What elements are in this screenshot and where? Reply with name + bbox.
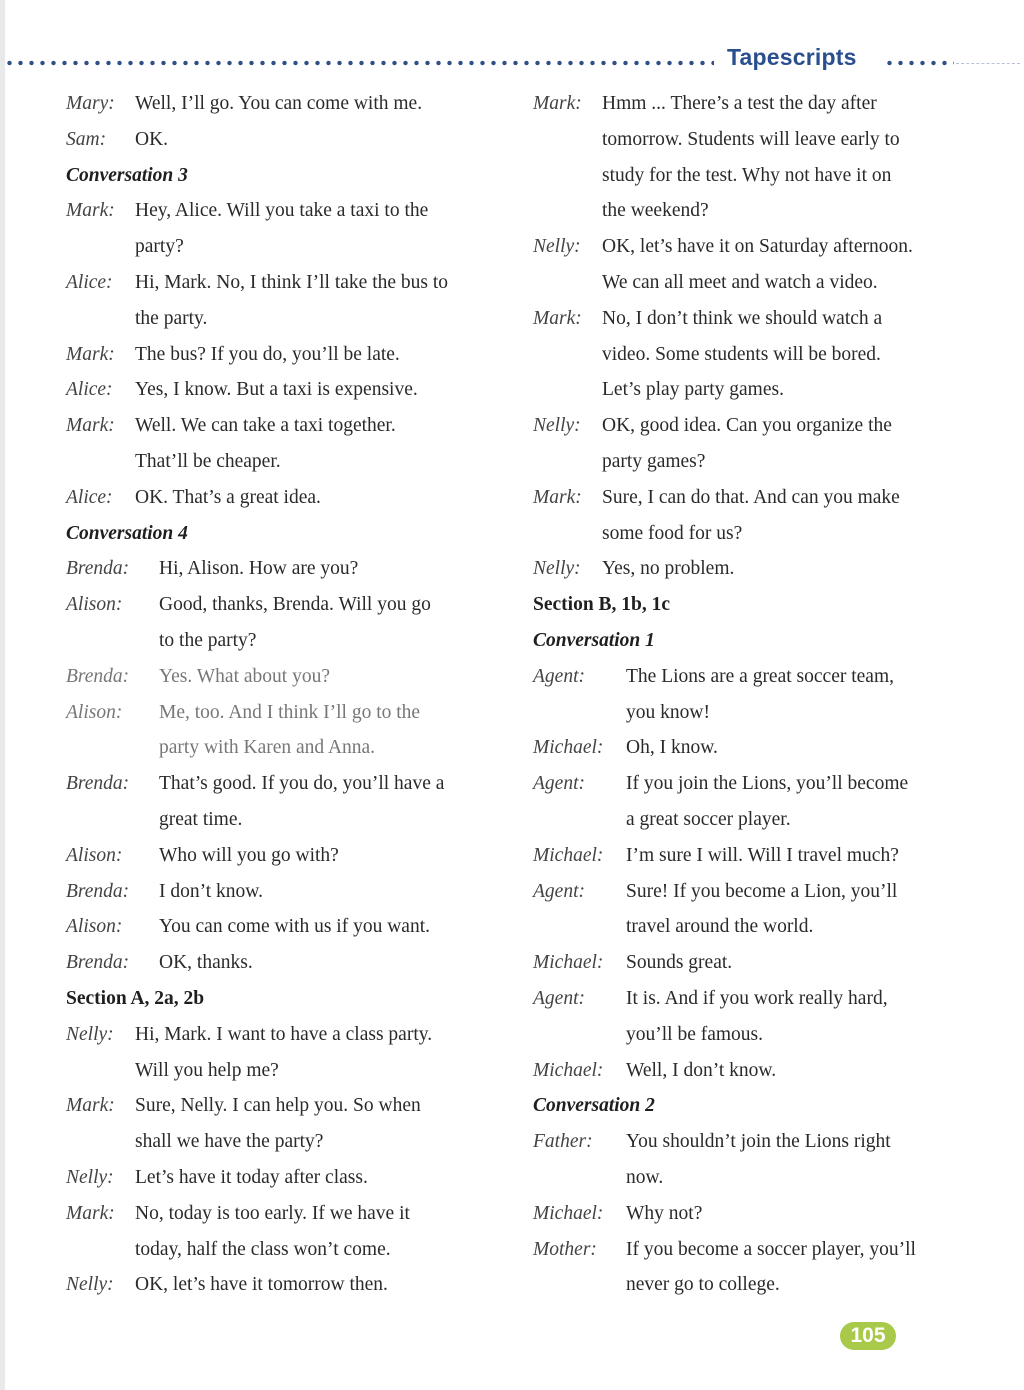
dialogue-line xyxy=(66,695,506,731)
speaker-name: Mark: xyxy=(533,486,582,508)
speaker-name: Mary: xyxy=(66,93,115,114)
dialogue-line xyxy=(66,1053,506,1089)
speaker-name: Alison: xyxy=(66,916,123,938)
dialogue-text: the weekend? xyxy=(602,200,709,222)
speaker-name: Alison: xyxy=(66,701,123,723)
dialogue-line xyxy=(533,551,973,587)
dialogue-text: the party. xyxy=(135,307,208,329)
section-heading: Section B, 1b, 1c xyxy=(533,594,671,616)
header-dots-left xyxy=(4,58,714,68)
dialogue-text: OK, let’s have it on Saturday afternoon. xyxy=(602,236,913,258)
header-dash-tail xyxy=(956,63,1020,64)
speaker-name: Alison: xyxy=(66,844,123,866)
section-heading: Conversation 2 xyxy=(533,1095,655,1117)
dialogue-text: party games? xyxy=(602,450,706,472)
dialogue-line xyxy=(533,1196,973,1232)
dialogue-text: Sure, I can do that. And can you make xyxy=(602,486,900,508)
section-heading: Conversation 1 xyxy=(533,629,655,651)
dialogue-text: Will you help me? xyxy=(135,1059,279,1081)
speaker-name: Brenda: xyxy=(66,952,130,974)
dialogue-line xyxy=(533,981,973,1017)
dialogue-text: OK, good idea. Can you organize the xyxy=(602,415,892,437)
dialogue-line xyxy=(533,1267,973,1303)
speaker-name: Mark: xyxy=(66,1202,115,1224)
speaker-name: Agent: xyxy=(533,880,585,902)
dialogue-line xyxy=(66,193,506,229)
section-heading-line xyxy=(66,981,506,1017)
dialogue-line xyxy=(533,1232,973,1268)
dialogue-text: Hi, Alison. How are you? xyxy=(159,558,359,580)
dialogue-text: If you become a soccer player, you’ll xyxy=(626,1238,916,1260)
dialogue-text: travel around the world. xyxy=(626,916,814,938)
dialogue-text: You shouldn’t join the Lions right xyxy=(626,1131,891,1153)
dialogue-text: The bus? If you do, you’ll be late. xyxy=(135,343,400,365)
speaker-name: Michael: xyxy=(533,952,604,974)
dialogue-text: Well. We can take a taxi together. xyxy=(135,415,396,437)
dialogue-line xyxy=(66,372,506,408)
dialogue-text: Sure! If you become a Lion, you’ll xyxy=(626,880,898,902)
dialogue-text: Hmm ... There’s a test the day after xyxy=(602,93,877,114)
dialogue-text: party? xyxy=(135,236,184,258)
dialogue-text: Me, too. And I think I’ll go to the xyxy=(159,701,421,723)
speaker-name: Brenda: xyxy=(66,880,130,902)
dialogue-text: Who will you go with? xyxy=(159,844,339,866)
section-heading-line xyxy=(66,158,506,194)
right-column xyxy=(533,86,973,1303)
dialogue-line xyxy=(533,444,973,480)
dialogue-text: Let’s play party games. xyxy=(602,379,784,401)
dialogue-line xyxy=(66,301,506,337)
dialogue-text: Why not? xyxy=(626,1202,703,1224)
dialogue-line xyxy=(66,408,506,444)
dialogue-line xyxy=(66,480,506,516)
speaker-name: Michael: xyxy=(533,1202,604,1224)
dialogue-text: some food for us? xyxy=(602,522,743,544)
dialogue-text: OK. xyxy=(135,128,169,150)
dialogue-text: tomorrow. Students will leave early to xyxy=(602,128,900,150)
dialogue-text: That’s good. If you do, you’ll have a xyxy=(159,773,445,795)
dialogue-text: study for the test. Why not have it on xyxy=(602,164,892,186)
dialogue-line xyxy=(66,874,506,910)
dialogue-text: video. Some students will be bored. xyxy=(602,343,881,365)
section-heading-line xyxy=(533,1088,973,1124)
speaker-name: Brenda: xyxy=(66,773,130,795)
speaker-name: Brenda: xyxy=(66,665,130,687)
dialogue-text: We can all meet and watch a video. xyxy=(602,271,878,293)
page-number-badge: 105 xyxy=(840,1322,896,1350)
dialogue-line xyxy=(66,444,506,480)
dialogue-text: never go to college. xyxy=(626,1274,780,1296)
left-column xyxy=(66,86,506,1303)
speaker-name: Michael: xyxy=(533,844,604,866)
speaker-name: Mark: xyxy=(66,415,115,437)
dialogue-line xyxy=(533,1124,973,1160)
dialogue-line xyxy=(66,86,506,122)
dialogue-text: No, I don’t think we should watch a xyxy=(602,307,883,329)
dialogue-line xyxy=(66,1160,506,1196)
dialogue-line xyxy=(66,1124,506,1160)
dialogue-line xyxy=(66,766,506,802)
dialogue-text: Good, thanks, Brenda. Will you go xyxy=(159,594,431,616)
speaker-name: Agent: xyxy=(533,773,585,795)
dialogue-line xyxy=(533,301,973,337)
dialogue-text: OK, thanks. xyxy=(159,952,253,974)
speaker-name: Mother: xyxy=(533,1238,597,1260)
header-dots-right xyxy=(884,58,954,68)
dialogue-line xyxy=(533,122,973,158)
dialogue-text: a great soccer player. xyxy=(626,808,791,830)
speaker-name: Alice: xyxy=(66,486,113,508)
dialogue-line xyxy=(66,802,506,838)
speaker-name: Michael: xyxy=(533,737,604,759)
dialogue-line xyxy=(533,766,973,802)
dialogue-line xyxy=(66,1267,506,1303)
speaker-name: Nelly: xyxy=(66,1023,114,1045)
dialogue-text: The Lions are a great soccer team, xyxy=(626,665,894,687)
dialogue-text: now. xyxy=(626,1166,664,1188)
dialogue-line xyxy=(533,516,973,552)
dialogue-text: shall we have the party? xyxy=(135,1131,324,1153)
speaker-name: Nelly: xyxy=(533,236,581,258)
dialogue-line xyxy=(66,229,506,265)
speaker-name: Alice: xyxy=(66,379,113,401)
speaker-name: Mark: xyxy=(66,343,115,365)
section-heading: Conversation 4 xyxy=(66,522,188,544)
dialogue-line xyxy=(66,659,506,695)
dialogue-text: Yes, no problem. xyxy=(602,558,735,580)
dialogue-line xyxy=(533,1160,973,1196)
dialogue-line xyxy=(533,1017,973,1053)
dialogue-line xyxy=(533,480,973,516)
dialogue-line xyxy=(533,695,973,731)
dialogue-line xyxy=(533,838,973,874)
dialogue-text: That’ll be cheaper. xyxy=(135,450,281,472)
dialogue-line xyxy=(533,193,973,229)
section-heading-line xyxy=(533,623,973,659)
dialogue-text: Well, I’ll go. You can come with me. xyxy=(135,93,423,114)
speaker-name: Mark: xyxy=(533,307,582,329)
dialogue-line xyxy=(533,372,973,408)
speaker-name: Agent: xyxy=(533,987,585,1009)
dialogue-line xyxy=(533,337,973,373)
dialogue-line xyxy=(533,945,973,981)
dialogue-line xyxy=(533,86,973,122)
dialogue-text: Oh, I know. xyxy=(626,737,718,759)
dialogue-text: Hey, Alice. Will you take a taxi to the xyxy=(135,200,429,222)
speaker-name: Mark: xyxy=(66,1095,115,1117)
dialogue-text: OK, let’s have it tomorrow then. xyxy=(135,1274,388,1296)
speaker-name: Sam: xyxy=(66,128,107,150)
dialogue-text: Yes. What about you? xyxy=(159,665,330,687)
dialogue-text: You can come with us if you want. xyxy=(159,916,430,938)
section-heading: Section A, 2a, 2b xyxy=(66,987,205,1009)
dialogue-text: I don’t know. xyxy=(159,880,263,902)
dialogue-line xyxy=(66,1232,506,1268)
speaker-name: Mark: xyxy=(533,93,582,114)
dialogue-line xyxy=(66,122,506,158)
dialogue-line xyxy=(533,408,973,444)
dialogue-text: Hi, Mark. No, I think I’ll take the bus to xyxy=(135,271,449,293)
dialogue-line xyxy=(66,838,506,874)
dialogue-line xyxy=(66,730,506,766)
dialogue-text: Sure, Nelly. I can help you. So when xyxy=(135,1095,421,1117)
speaker-name: Nelly: xyxy=(533,415,581,437)
dialogue-line xyxy=(66,1017,506,1053)
dialogue-line xyxy=(533,265,973,301)
dialogue-line xyxy=(66,1088,506,1124)
dialogue-line xyxy=(533,1053,973,1089)
dialogue-text: OK. That’s a great idea. xyxy=(135,486,321,508)
speaker-name: Brenda: xyxy=(66,558,130,580)
dialogue-line xyxy=(66,265,506,301)
dialogue-text: Well, I don’t know. xyxy=(626,1059,777,1081)
dialogue-text: to the party? xyxy=(159,629,257,651)
dialogue-line xyxy=(533,874,973,910)
section-heading: Conversation 3 xyxy=(66,164,188,186)
dialogue-line xyxy=(66,587,506,623)
section-heading-line xyxy=(533,587,973,623)
section-title: Tapescripts xyxy=(727,44,857,70)
dialogue-line xyxy=(66,1196,506,1232)
speaker-name: Michael: xyxy=(533,1059,604,1081)
dialogue-text: Let’s have it today after class. xyxy=(135,1166,368,1188)
dialogue-line xyxy=(66,551,506,587)
header-dotted-rule xyxy=(0,58,1024,68)
speaker-name: Father: xyxy=(533,1131,593,1153)
speaker-name: Alison: xyxy=(66,594,123,616)
dialogue-line xyxy=(533,229,973,265)
dialogue-line xyxy=(533,802,973,838)
dialogue-text: I’m sure I will. Will I travel much? xyxy=(626,844,899,866)
speaker-name: Alice: xyxy=(66,271,113,293)
dialogue-text: Hi, Mark. I want to have a class party. xyxy=(135,1023,433,1045)
page-edge-shadow xyxy=(0,0,5,1390)
dialogue-text: If you join the Lions, you’ll become xyxy=(626,773,909,795)
dialogue-text: Sounds great. xyxy=(626,952,733,974)
dialogue-text: party with Karen and Anna. xyxy=(159,737,376,759)
speaker-name: Nelly: xyxy=(533,558,581,580)
dialogue-text: It is. And if you work really hard, xyxy=(626,987,888,1009)
dialogue-line xyxy=(66,337,506,373)
dialogue-line xyxy=(533,158,973,194)
section-heading-line xyxy=(66,516,506,552)
dialogue-text: Yes, I know. But a taxi is expensive. xyxy=(135,379,418,401)
dialogue-line xyxy=(66,945,506,981)
dialogue-text: great time. xyxy=(159,808,243,830)
dialogue-text: today, half the class won’t come. xyxy=(135,1238,391,1260)
speaker-name: Nelly: xyxy=(66,1166,114,1188)
dialogue-line xyxy=(66,623,506,659)
speaker-name: Mark: xyxy=(66,200,115,222)
dialogue-line xyxy=(533,730,973,766)
speaker-name: Agent: xyxy=(533,665,585,687)
dialogue-text: you’ll be famous. xyxy=(626,1023,764,1045)
dialogue-line xyxy=(533,659,973,695)
dialogue-line xyxy=(533,909,973,945)
speaker-name: Nelly: xyxy=(66,1274,114,1296)
dialogue-line xyxy=(66,909,506,945)
dialogue-text: you know! xyxy=(626,701,710,723)
dialogue-text: No, today is too early. If we have it xyxy=(135,1202,410,1224)
